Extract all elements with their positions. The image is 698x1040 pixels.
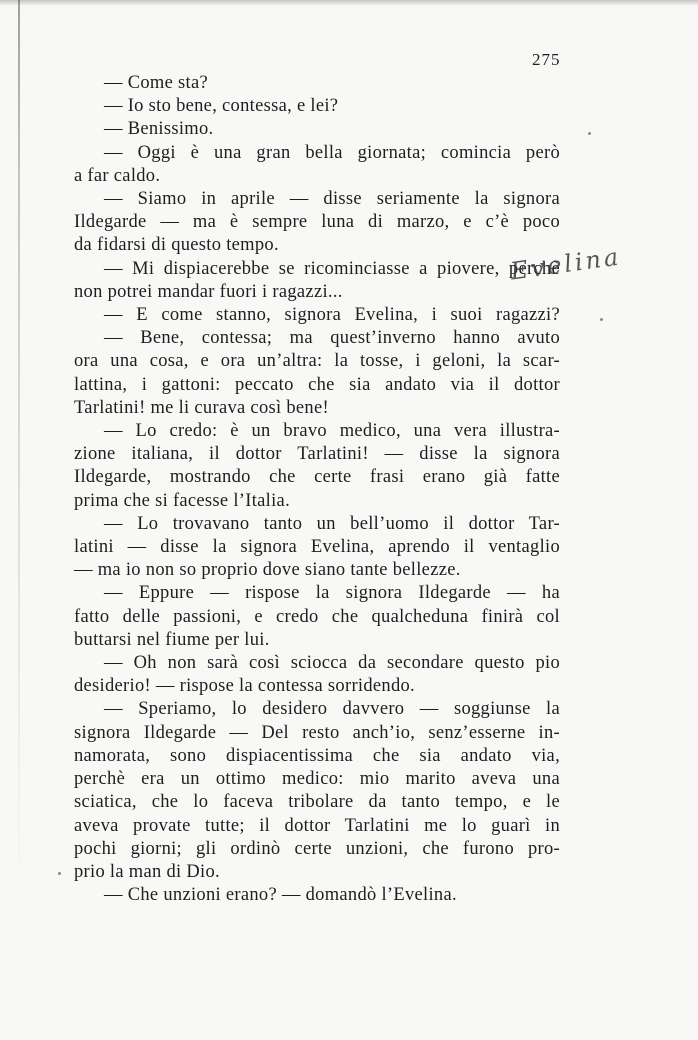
- page-fold-edge: [18, 0, 20, 900]
- text-line: — Oggi è una gran bella giornata; comincia però: [104, 142, 560, 163]
- text-line: aveva provate tutte; il dottor Tarlatini me lo guarì in: [74, 815, 560, 836]
- text-line: Ildegarde, mostrando che certe frasi erano già fatte: [74, 467, 560, 488]
- text-line: buttarsi nel fiume per lui.: [74, 629, 270, 650]
- text-line: a far caldo.: [74, 165, 161, 186]
- text-line: ora una cosa, e ora un’altra: la tosse, i geloni, la scar-: [74, 351, 560, 372]
- text-line: perchè era un ottimo medico: mio marito aveva una: [74, 769, 560, 790]
- scan-shadow-top: [0, 0, 698, 6]
- text-line: — Bene, contessa; ma quest’inverno hanno avuto: [104, 328, 560, 349]
- text-line: — Benissimo.: [104, 119, 214, 140]
- text-line: namorata, sono dispiacentissima che sia andato via,: [74, 745, 560, 766]
- text-line: lattina, i gattoni: peccato che sia andato via il dottor: [74, 374, 560, 395]
- text-line: — Lo trovavano tanto un bell’uomo il dottor Tar-: [104, 513, 560, 534]
- text-line: signora Ildegarde — Del resto anch’io, senz’esserne in-: [74, 722, 560, 743]
- text-line: latini — disse la signora Evelina, aprendo il ventaglio: [74, 537, 560, 558]
- text-line: prio la man di Dio.: [74, 861, 220, 882]
- text-line: — Come sta?: [104, 73, 209, 93]
- text-line: prima che si facesse l’Italia.: [74, 490, 290, 511]
- text-line: pochi giorni; gli ordinò certe unzioni, che furono pro-: [74, 838, 560, 859]
- text-line: — ma io non so proprio dove siano tante bellezze.: [74, 560, 461, 581]
- ink-speck: [600, 318, 603, 321]
- page-text: [74, 72, 560, 907]
- ink-speck: [58, 872, 61, 875]
- ink-speck: [588, 132, 591, 135]
- text-line: desiderio! — rispose la contessa sorridendo.: [74, 676, 415, 697]
- page-number: 275: [532, 50, 561, 69]
- text-line: sciatica, che lo faceva tribolare da tanto tempo, e le: [74, 792, 560, 813]
- text-line: zione italiana, il dottor Tarlatini! — disse la signora: [74, 444, 560, 465]
- text-line: — Che unzioni erano? — domandò l’Evelina.: [104, 885, 457, 906]
- text-line: fatto delle passioni, e credo che qualcheduna finirà col: [74, 606, 560, 627]
- text-line: — E come stanno, signora Evelina, i suoi ragazzi?: [104, 305, 560, 326]
- handwritten-margin-note: Evelina: [508, 242, 623, 286]
- text-line: — Siamo in aprile — disse seriamente la signora: [104, 189, 560, 210]
- text-line: — Mi dispiacerebbe se ricominciasse a piovere, perchè: [104, 258, 560, 279]
- text-line: da fidarsi di questo tempo.: [74, 235, 279, 256]
- text-line: Tarlatini! me li curava così bene!: [74, 397, 329, 418]
- text-line: — Io sto bene, contessa, e lei?: [104, 96, 339, 117]
- text-line: — Oh non sarà così sciocca da secondare questo pio: [104, 653, 560, 674]
- text-line: — Eppure — rispose la signora Ildegarde — ha: [104, 583, 560, 604]
- text-line: — Lo credo: è un bravo medico, una vera illustra-: [104, 421, 560, 442]
- text-line: non potrei mandar fuori i ragazzi...: [74, 281, 343, 302]
- text-line: Ildegarde — ma è sempre luna di marzo, e c’è poco: [74, 212, 560, 233]
- text-line: — Speriamo, lo desidero davvero — soggiunse la: [104, 699, 560, 720]
